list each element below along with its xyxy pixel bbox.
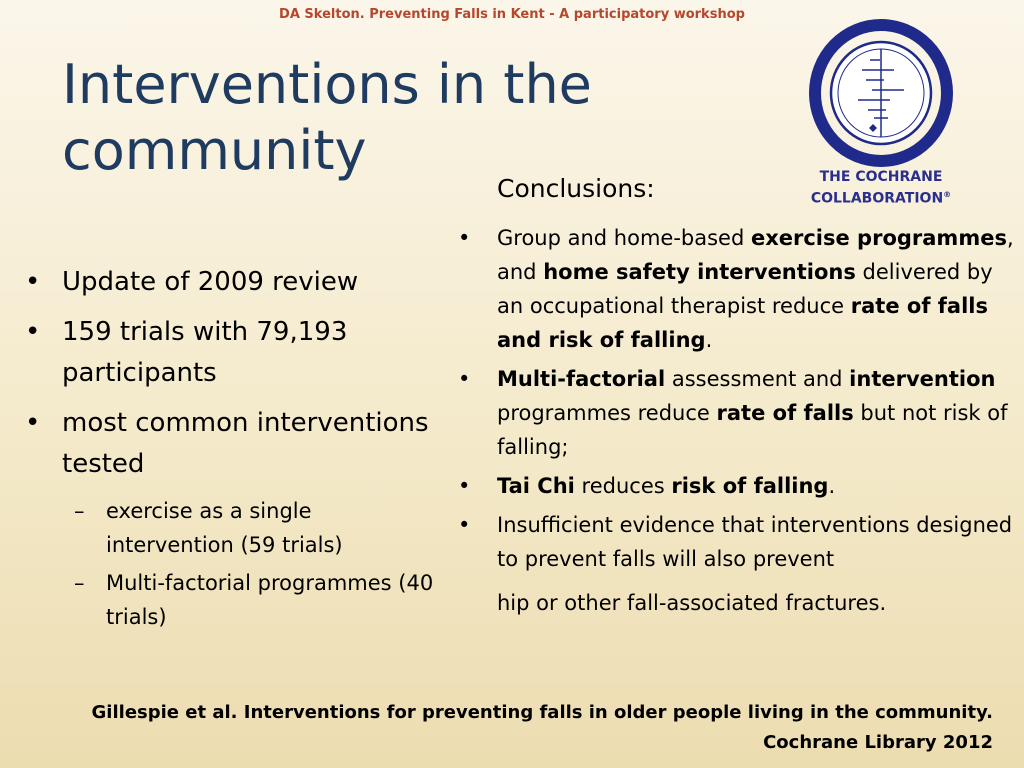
- bullet-dot-icon: •: [458, 474, 471, 498]
- bullet-dot-icon: •: [25, 267, 41, 297]
- bullet-text: most common interventions tested: [62, 408, 429, 479]
- sub-list-item: [22, 566, 442, 634]
- bold-segment: rate of falls and risk of falling: [497, 294, 988, 352]
- conclusion-item: [452, 221, 1017, 357]
- title-line-1: Interventions in the: [62, 53, 592, 116]
- bullet-text: 159 trials with 79,193 participants: [62, 317, 348, 388]
- cochrane-logo: [796, 18, 966, 208]
- conclusions-heading: Conclusions:: [497, 174, 655, 203]
- bold-segment: Tai Chi: [497, 474, 575, 498]
- citation-line-1: Gillespie et al. Interventions for preventing falls in older people living in the community.: [91, 702, 993, 723]
- list-item: [22, 312, 442, 394]
- bold-segment: intervention: [849, 367, 996, 391]
- dash-bullet-icon: –: [74, 571, 85, 595]
- logo-line-1: THE COCHRANE: [819, 169, 943, 185]
- conclusion-item: [452, 362, 1017, 464]
- conclusion-text: [497, 367, 1008, 459]
- text-segment: .: [828, 474, 836, 498]
- sub-bullet-text: exercise as a single intervention (59 trials): [106, 499, 343, 557]
- slide-title: [62, 52, 662, 184]
- sub-list-item: [22, 494, 442, 562]
- left-bullet-list: [22, 262, 442, 638]
- slide-header: DA Skelton. Preventing Falls in Kent - A participatory workshop: [279, 7, 745, 22]
- conclusion-text: [497, 226, 1014, 352]
- list-item: [22, 262, 442, 303]
- citation-line-2: Cochrane Library 2012: [763, 732, 993, 753]
- conclusions-list: [452, 221, 1017, 625]
- registered-mark: ®: [943, 190, 952, 199]
- text-segment: .: [705, 328, 713, 352]
- bold-segment: Multi-factorial: [497, 367, 666, 391]
- text-segment: , and: [497, 226, 1014, 284]
- conclusion-continuation: hip or other fall-associated fractures.: [497, 591, 887, 615]
- list-item: [22, 403, 442, 485]
- text-segment: assessment and: [665, 367, 850, 391]
- text-segment: Group and home-based: [497, 226, 751, 250]
- bullet-dot-icon: •: [458, 367, 471, 391]
- cochrane-roundel-icon: [804, 18, 958, 168]
- conclusion-item: [452, 469, 1017, 503]
- logo-wordmark: [796, 168, 966, 208]
- dash-bullet-icon: –: [74, 499, 85, 523]
- bullet-dot-icon: •: [458, 226, 471, 250]
- conclusion-item: [452, 508, 1017, 620]
- text-segment: but not risk of falling;: [497, 401, 1008, 459]
- bold-segment: exercise programmes: [750, 226, 1007, 250]
- text-segment: delivered by an occupational therapist reduce: [497, 260, 993, 318]
- bullet-dot-icon: •: [458, 513, 471, 537]
- text-segment: Insufficient evidence that interventions designed to prevent falls will also prevent: [497, 513, 1013, 571]
- sub-bullet-text: Multi-factorial programmes (40 trials): [106, 571, 434, 629]
- bullet-dot-icon: •: [25, 408, 41, 438]
- text-segment: programmes reduce: [497, 401, 717, 425]
- citation: [92, 698, 993, 758]
- title-line-2: community: [62, 119, 367, 182]
- logo-line-2: COLLABORATION: [810, 190, 944, 207]
- bullet-text: Update of 2009 review: [62, 267, 359, 297]
- conclusion-text: [497, 474, 835, 498]
- bold-segment: risk of falling: [671, 474, 829, 498]
- bullet-dot-icon: •: [25, 317, 41, 347]
- bold-segment: home safety interventions: [543, 260, 856, 284]
- text-segment: reduces: [574, 474, 672, 498]
- bold-segment: rate of falls: [716, 401, 854, 425]
- conclusion-text: [497, 513, 1012, 571]
